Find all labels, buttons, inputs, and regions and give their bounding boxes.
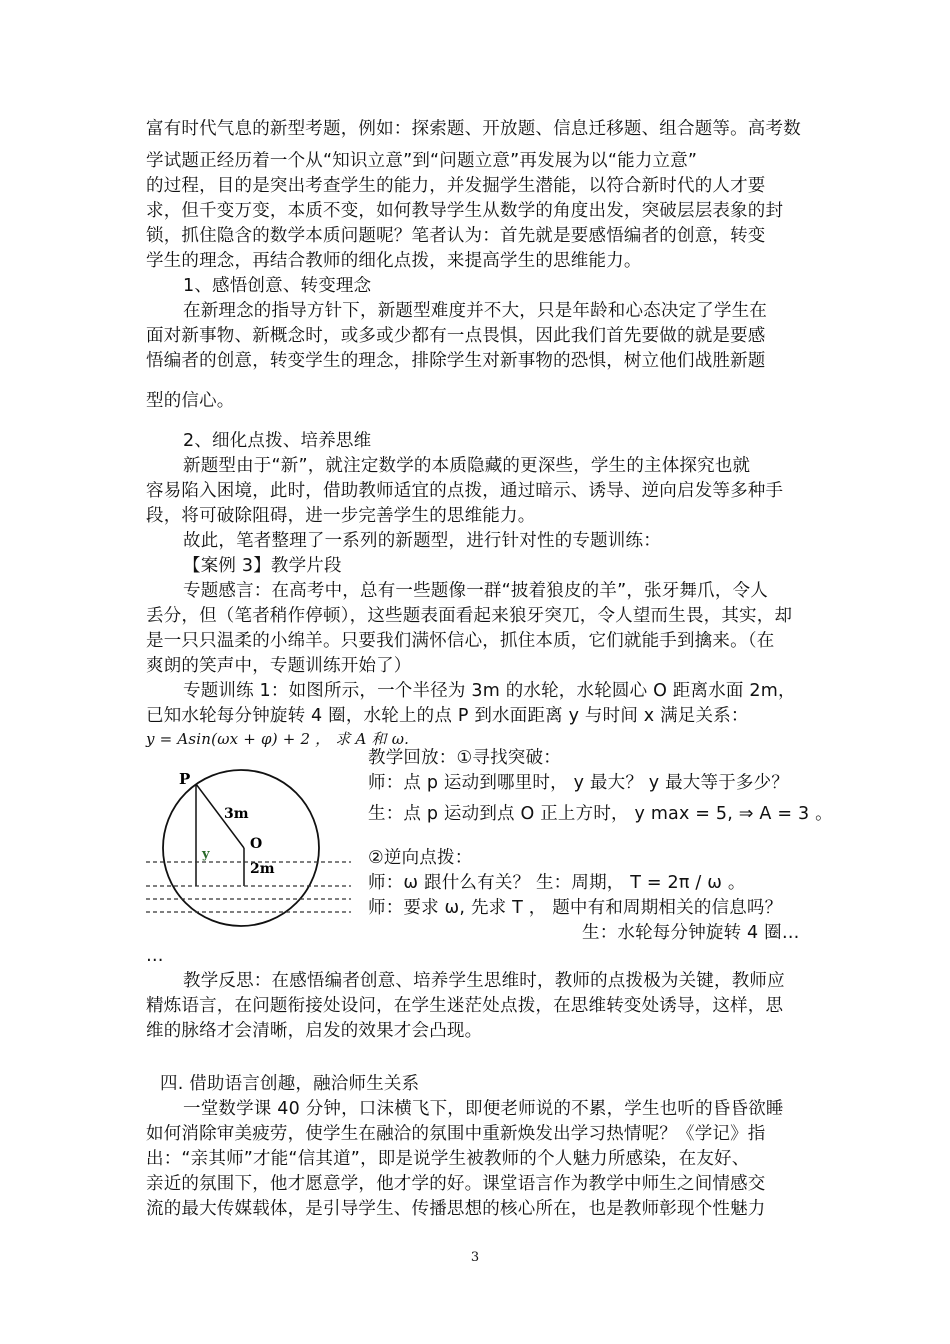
paragraph-line: 教学反思：在感悟编者创意、培养学生思维时，教师的点拨极为关键，教师应 [183, 971, 785, 991]
paragraph-line: 型的信心。 [146, 391, 235, 411]
paragraph-line: 学试题正经历着一个从“知识立意”到“问题立意”再发展为以“能力立意” [146, 151, 698, 171]
paragraph-line: 面对新事物、新概念时，或多或少都有一点畏惧，因此我们首先要做的就是要感 [146, 326, 766, 346]
paragraph-line: 师：ω 跟什么有关？ 生：周期， T = 2π / ω 。 [368, 873, 746, 893]
paragraph-line: 专题训练 1：如图所示，一个半径为 3m 的水轮，水轮圆心 O 距离水面 2m， [183, 681, 796, 701]
paragraph-line: 悟编者的创意，转变学生的理念，排除学生对新事物的恐惧，树立他们战胜新题 [146, 351, 766, 371]
paragraph-line: 精炼语言，在问题衔接处设问，在学生迷茫处点拨，在思维转变处诱导，这样，思 [146, 996, 784, 1016]
section-heading: 2、细化点拨、培养思维 [183, 431, 372, 451]
paragraph-line: 丢分，但（笔者稍作停顿），这些题表面看起来狼牙突兀，令人望而生畏，其实，却 [146, 606, 793, 626]
paragraph-line: 容易陷入困境，此时，借助教师适宜的点拨，通过暗示、诱导、逆向启发等多种手 [146, 481, 784, 501]
wheel-circle [163, 770, 319, 926]
paragraph-line: 生：水轮每分钟旋转 4 圈… [582, 923, 800, 943]
label-height: 2m [250, 861, 275, 877]
paragraph-line: 是一只只温柔的小绵羊。只要我们满怀信心，抓住本质，它们就能手到擒来。（在 [146, 631, 775, 651]
paragraph-line: 学生的理念，再结合教师的细化点拨，来提高学生的思维能力。 [146, 251, 642, 271]
paragraph-line: 生：点 p 运动到点 O 正上方时， y max = 5, ⇒ A = 3 。 [368, 804, 833, 824]
paragraph-line: 爽朗的笑声中，专题训练开始了） [146, 656, 412, 676]
paragraph-line: 段，将可破除阻碍，进一步完善学生的思维能力。 [146, 506, 536, 526]
paragraph-line: 亲近的氛围下，他才愿意学，他才学的好。课堂语言作为教学中师生之间情感交 [146, 1174, 766, 1194]
paragraph-line: 师：要求 ω, 先求 T ， 题中有和周期相关的信息吗？ [368, 898, 783, 918]
label-o: O [250, 836, 263, 852]
paragraph-line: 流的最大传媒载体，是引导学生、传播思想的核心所在，也是教师彰现个性魅力 [146, 1199, 766, 1219]
paragraph-line: 在新理念的指导方针下，新题型难度并不大，只是年龄和心态决定了学生在 [183, 301, 768, 321]
paragraph-line: 求，但千变万变，本质不变，如何教导学生从数学的角度出发，突破层层表象的封 [146, 201, 784, 221]
section-heading: 四. 借助语言创趣，融洽师生关系 [160, 1074, 420, 1094]
page-number: 3 [470, 1250, 480, 1265]
label-radius: 3m [224, 806, 249, 822]
paragraph-line: 新题型由于“新”，就注定数学的本质隐藏的更深些，学生的主体探究也就 [183, 456, 751, 476]
paragraph-line: 的过程，目的是突出考查学生的能力，并发掘学生潜能，以符合新时代的人才要 [146, 176, 766, 196]
section-heading: 1、感悟创意、转变理念 [183, 276, 372, 296]
case-heading: 【案例 3】教学片段 [183, 556, 342, 576]
paragraph-line: 如何消除审美疲劳，使学生在融洽的氛围中重新焕发出学习热情呢？《学记》指 [146, 1124, 766, 1144]
label-y: y [202, 847, 210, 862]
paragraph-line: … [146, 946, 164, 966]
label-p: P [179, 770, 191, 788]
paragraph-line: 故此，笔者整理了一系列的新题型，进行针对性的专题训练： [183, 531, 661, 551]
water-wheel-figure [146, 762, 356, 932]
paragraph-line: 师：点 p 运动到哪里时， y 最大？ y 最大等于多少？ [368, 773, 789, 793]
paragraph-line: 出：“亲其师”才能“信其道”，即是说学生被教师的个人魅力所感染，在友好、 [146, 1149, 750, 1169]
paragraph-line: 维的脉络才会清晰，启发的效果才会凸现。 [146, 1021, 483, 1041]
paragraph-line: 锁，抓住隐含的数学本质问题呢？笔者认为：首先就是要感悟编者的创意，转变 [146, 226, 766, 246]
paragraph-line: ②逆向点拨： [368, 848, 473, 868]
paragraph-line: 一堂数学课 40 分钟，口沫横飞下，即便老师说的不累，学生也听的昏昏欲睡 [183, 1099, 784, 1119]
paragraph-line: 专题感言：在高考中，总有一些题像一群“披着狼皮的羊”，张牙舞爪，令人 [183, 581, 768, 601]
paragraph-line: 富有时代气息的新型考题，例如：探索题、开放题、信息迁移题、组合题等。高考数 [146, 119, 801, 139]
formula-line: y = Asin(ωx + φ) + 2 ， 求 A 和 ω. [146, 730, 410, 748]
paragraph-line: 教学回放：①寻找突破： [368, 748, 561, 768]
paragraph-line: 已知水轮每分钟旋转 4 圈，水轮上的点 P 到水面距离 y 与时间 x 满足关系： [146, 706, 749, 726]
